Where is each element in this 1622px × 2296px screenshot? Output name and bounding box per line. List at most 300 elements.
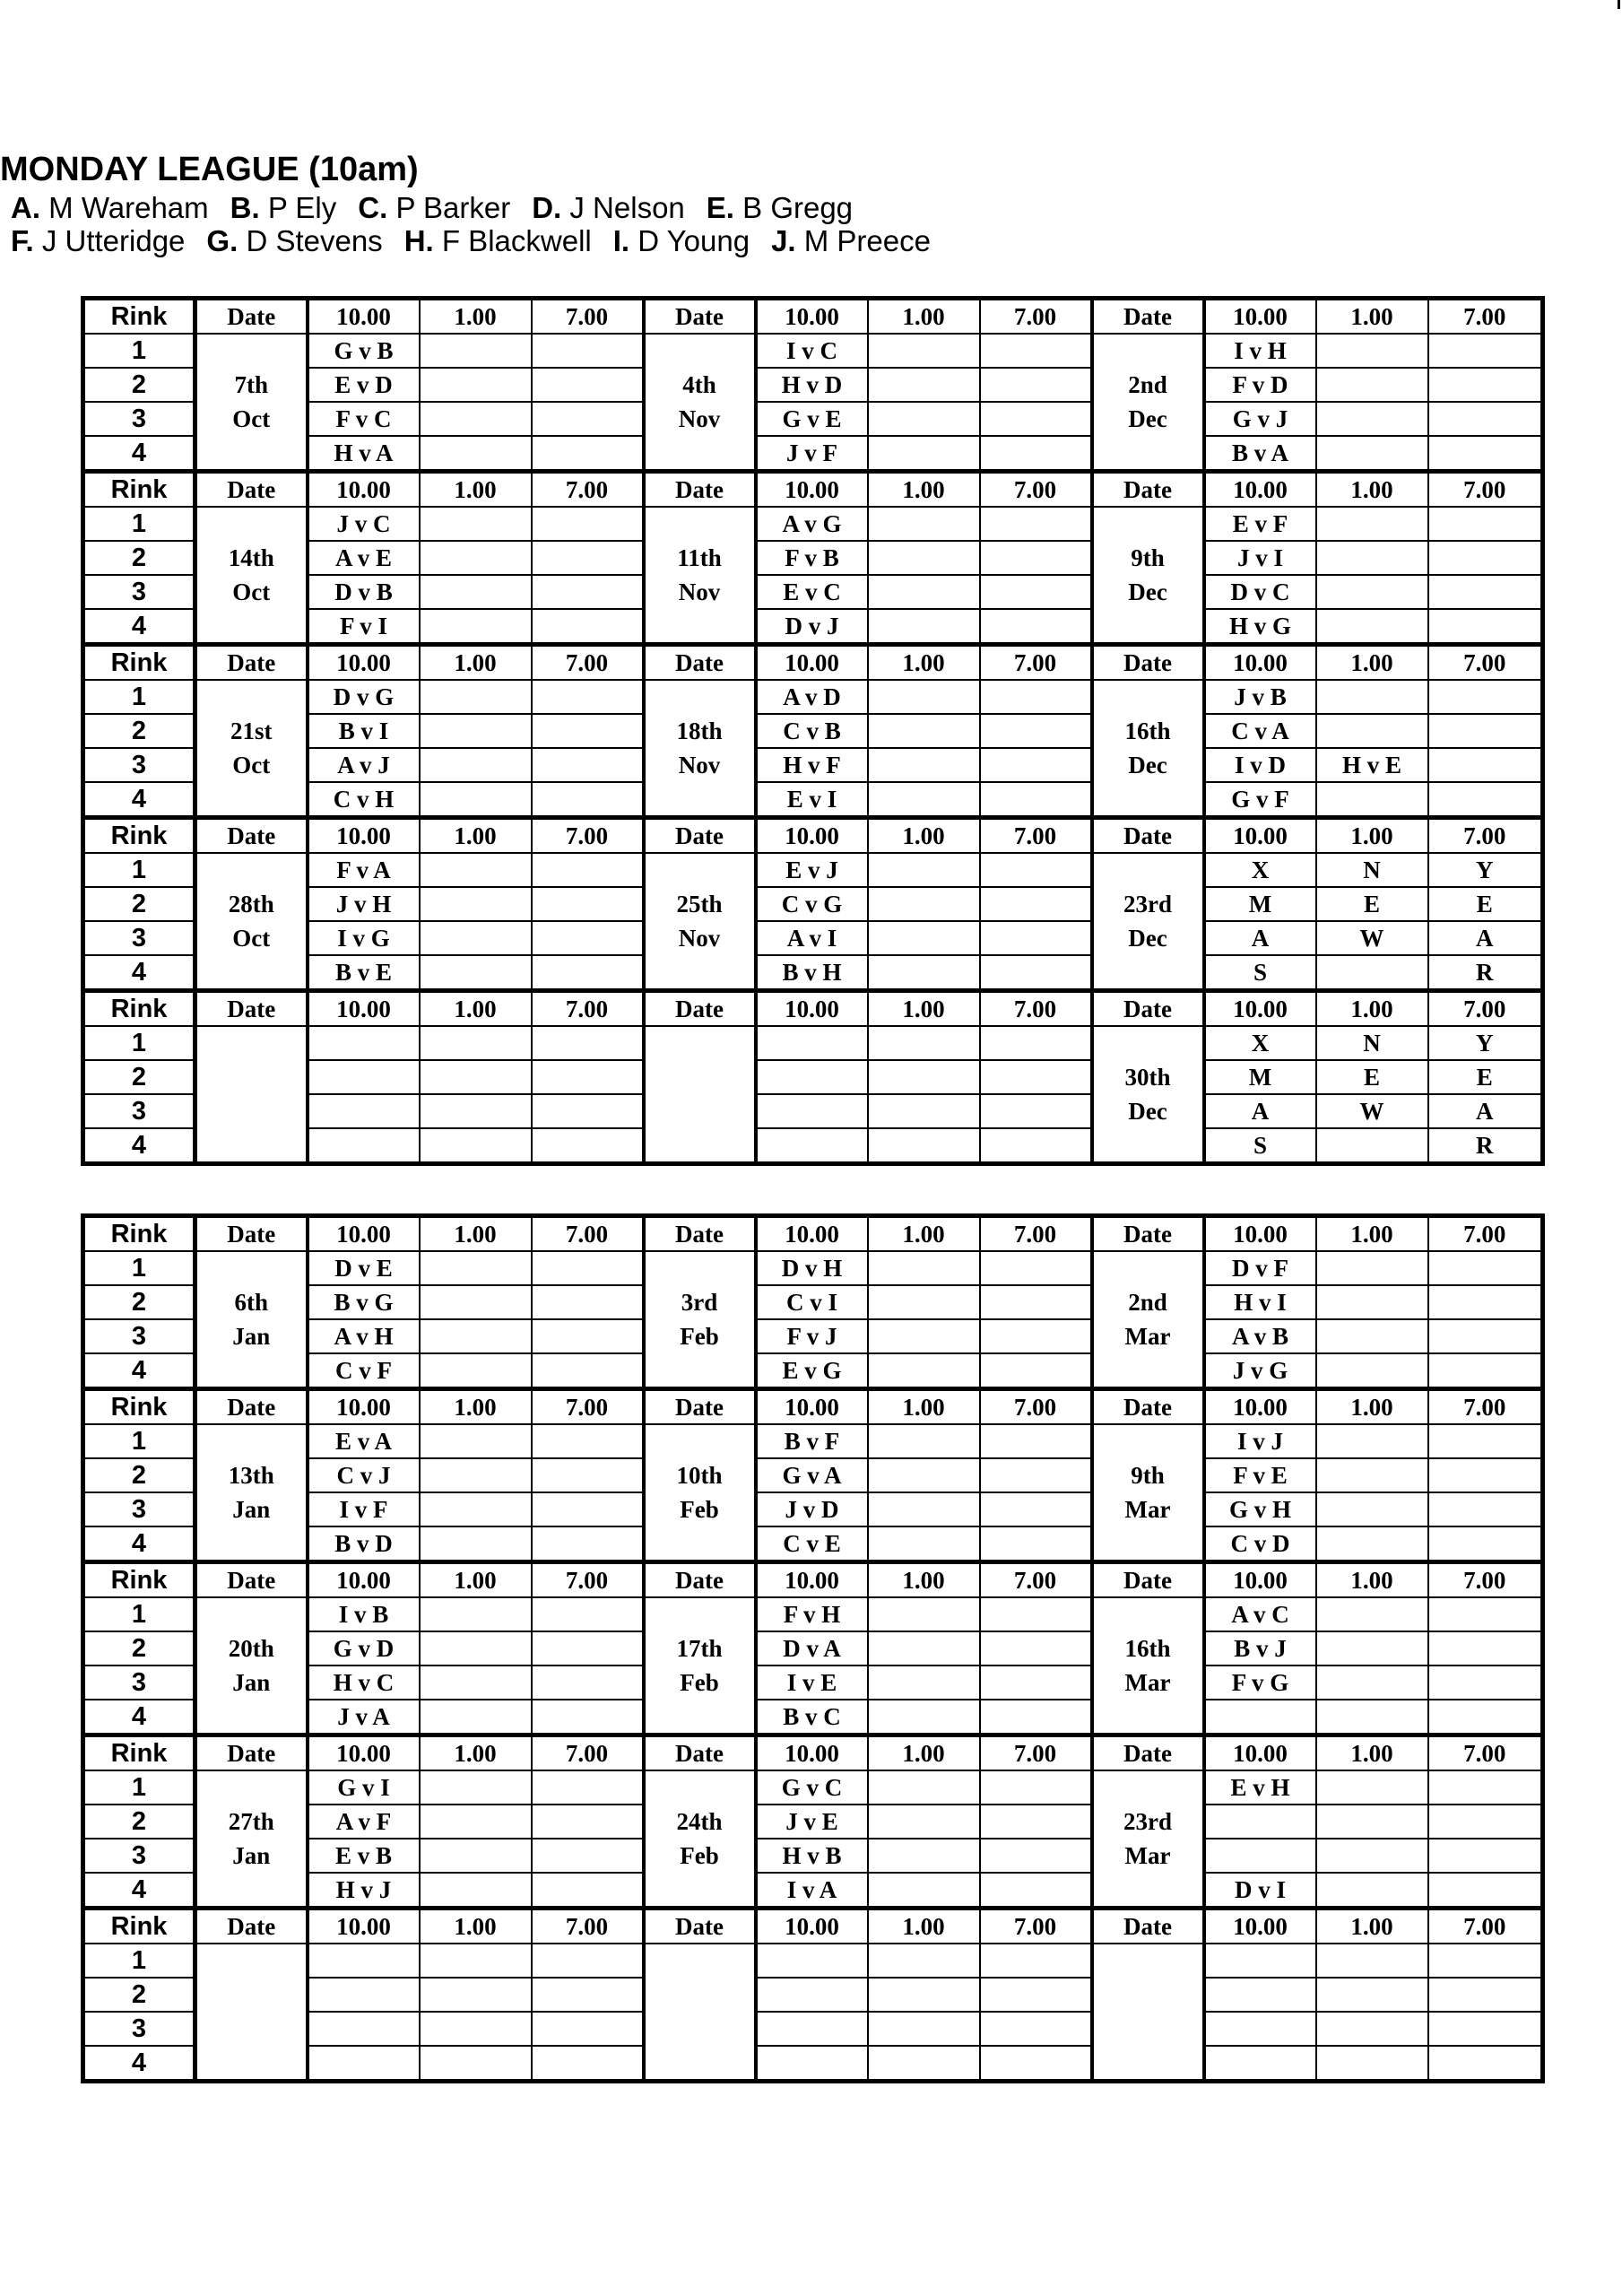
time-header-1: 1.00 bbox=[1316, 1389, 1428, 1425]
date-cell bbox=[644, 1770, 756, 1909]
date-header: Date bbox=[1092, 1735, 1204, 1771]
rink-number: 4 bbox=[83, 782, 195, 818]
game-cell bbox=[868, 507, 980, 541]
game-cell bbox=[980, 507, 1092, 541]
header-row bbox=[83, 818, 1543, 854]
game-cell bbox=[980, 368, 1092, 402]
time-header-1: 1.00 bbox=[868, 818, 980, 854]
game-cell: W bbox=[1316, 921, 1428, 955]
header-row bbox=[83, 991, 1543, 1027]
game-cell bbox=[420, 1770, 532, 1805]
game-cell: E v C bbox=[756, 575, 868, 609]
game-cell bbox=[1428, 1944, 1543, 1978]
game-cell bbox=[1204, 1839, 1316, 1873]
time-header-7: 7.00 bbox=[980, 1909, 1092, 1944]
game-cell: J v B bbox=[1204, 680, 1316, 714]
game-cell bbox=[532, 1978, 644, 2012]
date-header: Date bbox=[1092, 472, 1204, 508]
date-cell bbox=[644, 680, 756, 818]
game-cell bbox=[980, 1665, 1092, 1700]
game-cell bbox=[420, 1700, 532, 1735]
date-day: 16th bbox=[1124, 1635, 1171, 1662]
date-month: Nov bbox=[678, 752, 721, 778]
game-cell bbox=[980, 436, 1092, 472]
game-cell: I v B bbox=[308, 1597, 420, 1631]
time-header-10: 10.00 bbox=[308, 991, 420, 1027]
date-cell bbox=[195, 680, 308, 818]
date-header: Date bbox=[1092, 818, 1204, 854]
game-cell bbox=[532, 748, 644, 782]
game-cell bbox=[532, 507, 644, 541]
date-day: 20th bbox=[228, 1635, 274, 1662]
date-header: Date bbox=[195, 1909, 308, 1944]
rink-number: 3 bbox=[83, 921, 195, 955]
game-cell bbox=[980, 1839, 1092, 1873]
rink-number: 4 bbox=[83, 955, 195, 991]
table-row bbox=[83, 1026, 1543, 1060]
game-cell bbox=[1428, 714, 1543, 748]
game-cell: F v C bbox=[308, 402, 420, 436]
time-header-7: 7.00 bbox=[1428, 1216, 1543, 1252]
game-cell: J v G bbox=[1204, 1353, 1316, 1389]
date-cell bbox=[644, 1251, 756, 1389]
date-month: Mar bbox=[1124, 1496, 1171, 1523]
date-month: Dec bbox=[1128, 925, 1167, 952]
game-cell: H v I bbox=[1204, 1285, 1316, 1319]
game-cell bbox=[1428, 368, 1543, 402]
game-cell: E bbox=[1316, 887, 1428, 921]
time-header-10: 10.00 bbox=[308, 1909, 420, 1944]
date-month: Dec bbox=[1128, 752, 1167, 778]
date-cell bbox=[1092, 334, 1204, 472]
game-cell bbox=[868, 1873, 980, 1909]
game-cell bbox=[1428, 1424, 1543, 1458]
game-cell bbox=[420, 1424, 532, 1458]
date-cell bbox=[1092, 853, 1204, 991]
rink-number: 3 bbox=[83, 1094, 195, 1128]
game-cell bbox=[868, 1805, 980, 1839]
game-cell: G v H bbox=[1204, 1492, 1316, 1526]
game-cell: H v B bbox=[756, 1839, 868, 1873]
date-header: Date bbox=[644, 472, 756, 508]
game-cell bbox=[980, 1770, 1092, 1805]
game-cell bbox=[868, 1770, 980, 1805]
header-row bbox=[83, 645, 1543, 681]
game-cell bbox=[532, 1458, 644, 1492]
time-header-1: 1.00 bbox=[1316, 1735, 1428, 1771]
date-header: Date bbox=[1092, 645, 1204, 681]
date-day: 25th bbox=[676, 891, 723, 918]
game-cell: H v C bbox=[308, 1665, 420, 1700]
time-header-1: 1.00 bbox=[420, 1909, 532, 1944]
date-header: Date bbox=[644, 818, 756, 854]
time-header-10: 10.00 bbox=[308, 818, 420, 854]
rink-number: 3 bbox=[83, 1665, 195, 1700]
game-cell bbox=[420, 853, 532, 887]
time-header-10: 10.00 bbox=[1204, 299, 1316, 335]
player-entry bbox=[771, 224, 931, 257]
game-cell bbox=[1428, 507, 1543, 541]
game-cell bbox=[868, 1060, 980, 1094]
game-cell bbox=[532, 1839, 644, 1873]
time-header-7: 7.00 bbox=[980, 299, 1092, 335]
game-cell bbox=[532, 1631, 644, 1665]
date-header: Date bbox=[195, 818, 308, 854]
game-cell bbox=[1316, 1770, 1428, 1805]
game-cell: C v J bbox=[308, 1458, 420, 1492]
time-header-1: 1.00 bbox=[1316, 818, 1428, 854]
game-cell bbox=[868, 436, 980, 472]
rink-number: 3 bbox=[83, 2012, 195, 2046]
game-cell: B v D bbox=[308, 1526, 420, 1562]
rink-number: 4 bbox=[83, 2046, 195, 2082]
game-cell bbox=[1428, 1839, 1543, 1873]
game-cell bbox=[868, 1094, 980, 1128]
rink-header: Rink bbox=[83, 1735, 195, 1771]
date-month: Nov bbox=[678, 578, 721, 605]
time-header-10: 10.00 bbox=[756, 991, 868, 1027]
time-header-10: 10.00 bbox=[1204, 1562, 1316, 1598]
table-row bbox=[83, 334, 1543, 368]
game-cell bbox=[1428, 1353, 1543, 1389]
game-cell bbox=[420, 1944, 532, 1978]
fixtures-table-autumn bbox=[81, 296, 1545, 1166]
player-letter: G. bbox=[206, 224, 239, 257]
game-cell bbox=[980, 887, 1092, 921]
player-entry bbox=[230, 191, 337, 224]
date-day: 2nd bbox=[1128, 1289, 1167, 1316]
date-day: 9th bbox=[1131, 544, 1165, 571]
player-letter: C. bbox=[358, 191, 388, 224]
game-cell bbox=[308, 1944, 420, 1978]
date-header: Date bbox=[644, 299, 756, 335]
game-cell bbox=[980, 609, 1092, 645]
time-header-1: 1.00 bbox=[1316, 299, 1428, 335]
game-cell bbox=[868, 1458, 980, 1492]
date-header: Date bbox=[644, 1909, 756, 1944]
date-day: 30th bbox=[1124, 1064, 1171, 1091]
game-cell: I v F bbox=[308, 1492, 420, 1526]
date-cell bbox=[644, 1424, 756, 1562]
game-cell bbox=[420, 955, 532, 991]
game-cell: C v A bbox=[1204, 714, 1316, 748]
game-cell bbox=[868, 782, 980, 818]
game-cell bbox=[980, 1597, 1092, 1631]
game-cell bbox=[756, 1026, 868, 1060]
game-cell: F v D bbox=[1204, 368, 1316, 402]
rink-header: Rink bbox=[83, 1909, 195, 1944]
game-cell bbox=[1316, 436, 1428, 472]
rink-number: 1 bbox=[83, 507, 195, 541]
rink-header: Rink bbox=[83, 1216, 195, 1252]
game-cell: A bbox=[1428, 921, 1543, 955]
date-header: Date bbox=[195, 1389, 308, 1425]
game-cell bbox=[420, 1285, 532, 1319]
time-header-7: 7.00 bbox=[532, 818, 644, 854]
game-cell bbox=[308, 1060, 420, 1094]
date-day: 16th bbox=[1124, 718, 1171, 744]
header-row bbox=[83, 1389, 1543, 1425]
player-name: P Ely bbox=[267, 191, 337, 224]
game-cell bbox=[868, 714, 980, 748]
time-header-1: 1.00 bbox=[420, 818, 532, 854]
game-cell: B v H bbox=[756, 955, 868, 991]
game-cell bbox=[1316, 1839, 1428, 1873]
time-header-10: 10.00 bbox=[756, 1216, 868, 1252]
game-cell: J v E bbox=[756, 1805, 868, 1839]
game-cell bbox=[532, 1128, 644, 1164]
game-cell: E v F bbox=[1204, 507, 1316, 541]
game-cell: B v G bbox=[308, 1285, 420, 1319]
time-header-7: 7.00 bbox=[532, 645, 644, 681]
time-header-10: 10.00 bbox=[756, 1735, 868, 1771]
game-cell bbox=[1428, 680, 1543, 714]
rink-number: 2 bbox=[83, 368, 195, 402]
game-cell bbox=[980, 748, 1092, 782]
game-cell bbox=[532, 955, 644, 991]
game-cell: M bbox=[1204, 1060, 1316, 1094]
time-header-10: 10.00 bbox=[1204, 472, 1316, 508]
date-cell bbox=[195, 1251, 308, 1389]
game-cell bbox=[1316, 541, 1428, 575]
date-header: Date bbox=[195, 472, 308, 508]
time-header-10: 10.00 bbox=[1204, 1389, 1316, 1425]
date-cell bbox=[1092, 1424, 1204, 1562]
date-header: Date bbox=[1092, 991, 1204, 1027]
rink-number: 1 bbox=[83, 1251, 195, 1285]
game-cell: M bbox=[1204, 887, 1316, 921]
game-cell bbox=[420, 714, 532, 748]
date-month: Oct bbox=[232, 578, 271, 605]
game-cell bbox=[1428, 1805, 1543, 1839]
game-cell bbox=[868, 609, 980, 645]
game-cell: B v C bbox=[756, 1700, 868, 1735]
game-cell bbox=[420, 2012, 532, 2046]
date-cell bbox=[195, 507, 308, 645]
player-name: M Wareham bbox=[48, 191, 209, 224]
date-day: 3rd bbox=[681, 1289, 718, 1316]
game-cell: D v B bbox=[308, 575, 420, 609]
game-cell: A bbox=[1204, 1094, 1316, 1128]
game-cell: I v G bbox=[308, 921, 420, 955]
game-cell bbox=[1316, 955, 1428, 991]
time-header-7: 7.00 bbox=[1428, 299, 1543, 335]
game-cell bbox=[868, 748, 980, 782]
rink-number: 1 bbox=[83, 1424, 195, 1458]
time-header-1: 1.00 bbox=[420, 991, 532, 1027]
game-cell: C v E bbox=[756, 1526, 868, 1562]
time-header-7: 7.00 bbox=[532, 1735, 644, 1771]
player-name: M Preece bbox=[803, 224, 931, 257]
game-cell bbox=[868, 2046, 980, 2082]
rink-number: 4 bbox=[83, 1526, 195, 1562]
game-cell bbox=[1316, 1631, 1428, 1665]
game-cell: F v E bbox=[1204, 1458, 1316, 1492]
game-cell bbox=[756, 1944, 868, 1978]
date-month: Oct bbox=[232, 405, 271, 432]
time-header-1: 1.00 bbox=[420, 1735, 532, 1771]
game-cell bbox=[532, 609, 644, 645]
game-cell bbox=[868, 853, 980, 887]
game-cell bbox=[420, 368, 532, 402]
game-cell bbox=[308, 1978, 420, 2012]
date-day: 13th bbox=[228, 1462, 274, 1489]
game-cell: H v J bbox=[308, 1873, 420, 1909]
game-cell bbox=[420, 680, 532, 714]
game-cell bbox=[1316, 1944, 1428, 1978]
game-cell: E v B bbox=[308, 1839, 420, 1873]
game-cell: C v I bbox=[756, 1285, 868, 1319]
player-letter: J. bbox=[771, 224, 796, 257]
game-cell bbox=[420, 1492, 532, 1526]
page-title: MONDAY LEAGUE (10am) bbox=[0, 151, 419, 188]
time-header-10: 10.00 bbox=[756, 1562, 868, 1598]
time-header-7: 7.00 bbox=[532, 1562, 644, 1598]
date-day: 4th bbox=[682, 371, 716, 398]
game-cell bbox=[980, 1805, 1092, 1839]
game-cell: S bbox=[1204, 1128, 1316, 1164]
game-cell: G v D bbox=[308, 1631, 420, 1665]
game-cell bbox=[532, 1319, 644, 1353]
date-month: Nov bbox=[678, 405, 721, 432]
rink-header: Rink bbox=[83, 991, 195, 1027]
date-cell bbox=[644, 507, 756, 645]
date-cell bbox=[195, 1026, 308, 1164]
time-header-7: 7.00 bbox=[532, 1389, 644, 1425]
game-cell bbox=[532, 921, 644, 955]
time-header-1: 1.00 bbox=[420, 1216, 532, 1252]
game-cell: A v H bbox=[308, 1319, 420, 1353]
game-cell bbox=[1316, 507, 1428, 541]
game-cell bbox=[420, 1094, 532, 1128]
game-cell bbox=[1316, 1251, 1428, 1285]
game-cell bbox=[308, 1128, 420, 1164]
date-month: Feb bbox=[680, 1669, 719, 1696]
game-cell bbox=[532, 1424, 644, 1458]
date-header: Date bbox=[195, 1562, 308, 1598]
player-letter: H. bbox=[403, 224, 434, 257]
game-cell bbox=[868, 402, 980, 436]
game-cell bbox=[1428, 541, 1543, 575]
game-cell bbox=[532, 575, 644, 609]
game-cell bbox=[420, 782, 532, 818]
time-header-10: 10.00 bbox=[308, 1389, 420, 1425]
game-cell bbox=[420, 921, 532, 955]
time-header-10: 10.00 bbox=[308, 472, 420, 508]
game-cell bbox=[868, 1492, 980, 1526]
time-header-10: 10.00 bbox=[308, 645, 420, 681]
date-day: 28th bbox=[228, 891, 274, 918]
game-cell bbox=[868, 575, 980, 609]
date-header: Date bbox=[195, 299, 308, 335]
game-cell bbox=[980, 714, 1092, 748]
game-cell bbox=[532, 1805, 644, 1839]
game-cell: C v D bbox=[1204, 1526, 1316, 1562]
date-day: 2nd bbox=[1128, 371, 1167, 398]
game-cell bbox=[980, 334, 1092, 368]
game-cell bbox=[420, 609, 532, 645]
date-header: Date bbox=[644, 1735, 756, 1771]
game-cell bbox=[1428, 782, 1543, 818]
time-header-10: 10.00 bbox=[1204, 1909, 1316, 1944]
date-cell bbox=[195, 1770, 308, 1909]
game-cell bbox=[868, 1285, 980, 1319]
game-cell bbox=[1316, 1978, 1428, 2012]
date-cell bbox=[1092, 1597, 1204, 1735]
game-cell bbox=[532, 1770, 644, 1805]
time-header-1: 1.00 bbox=[420, 1389, 532, 1425]
game-cell bbox=[1428, 2046, 1543, 2082]
game-cell bbox=[1316, 1285, 1428, 1319]
date-month: Jan bbox=[232, 1842, 271, 1869]
game-cell bbox=[308, 2012, 420, 2046]
time-header-7: 7.00 bbox=[1428, 472, 1543, 508]
game-cell: E bbox=[1428, 1060, 1543, 1094]
date-header: Date bbox=[644, 991, 756, 1027]
game-cell bbox=[1316, 1526, 1428, 1562]
date-day: 7th bbox=[234, 371, 268, 398]
game-cell bbox=[868, 368, 980, 402]
game-cell bbox=[420, 1839, 532, 1873]
game-cell bbox=[980, 1285, 1092, 1319]
game-cell bbox=[420, 402, 532, 436]
game-cell bbox=[980, 1353, 1092, 1389]
player-letter: A. bbox=[11, 191, 40, 224]
date-month: Jan bbox=[232, 1496, 271, 1523]
date-month: Oct bbox=[232, 752, 271, 778]
game-cell bbox=[1428, 1597, 1543, 1631]
game-cell bbox=[1428, 334, 1543, 368]
time-header-1: 1.00 bbox=[868, 1389, 980, 1425]
game-cell: A v C bbox=[1204, 1597, 1316, 1631]
game-cell: E v A bbox=[308, 1424, 420, 1458]
game-cell bbox=[868, 921, 980, 955]
game-cell: G v J bbox=[1204, 402, 1316, 436]
time-header-7: 7.00 bbox=[980, 1216, 1092, 1252]
game-cell bbox=[756, 2012, 868, 2046]
date-cell bbox=[195, 853, 308, 991]
time-header-7: 7.00 bbox=[532, 472, 644, 508]
table-row bbox=[83, 1424, 1543, 1458]
game-cell bbox=[868, 1251, 980, 1285]
date-month: Dec bbox=[1128, 1098, 1167, 1125]
game-cell: N bbox=[1316, 853, 1428, 887]
game-cell bbox=[532, 2012, 644, 2046]
player-entry bbox=[206, 224, 382, 257]
time-header-7: 7.00 bbox=[532, 1909, 644, 1944]
game-cell bbox=[532, 1251, 644, 1285]
game-cell bbox=[1316, 2046, 1428, 2082]
date-cell bbox=[195, 1424, 308, 1562]
game-cell: H v A bbox=[308, 436, 420, 472]
game-cell bbox=[420, 748, 532, 782]
date-header: Date bbox=[195, 991, 308, 1027]
game-cell bbox=[1316, 1700, 1428, 1735]
date-cell bbox=[1092, 507, 1204, 645]
players-line-1 bbox=[0, 191, 1622, 225]
table-row bbox=[83, 680, 1543, 714]
game-cell bbox=[1428, 1319, 1543, 1353]
game-cell bbox=[420, 1060, 532, 1094]
game-cell: I v A bbox=[756, 1873, 868, 1909]
game-cell bbox=[980, 921, 1092, 955]
game-cell bbox=[532, 1026, 644, 1060]
time-header-1: 1.00 bbox=[868, 472, 980, 508]
date-month: Dec bbox=[1128, 578, 1167, 605]
game-cell bbox=[532, 887, 644, 921]
time-header-7: 7.00 bbox=[980, 1389, 1092, 1425]
game-cell: X bbox=[1204, 853, 1316, 887]
